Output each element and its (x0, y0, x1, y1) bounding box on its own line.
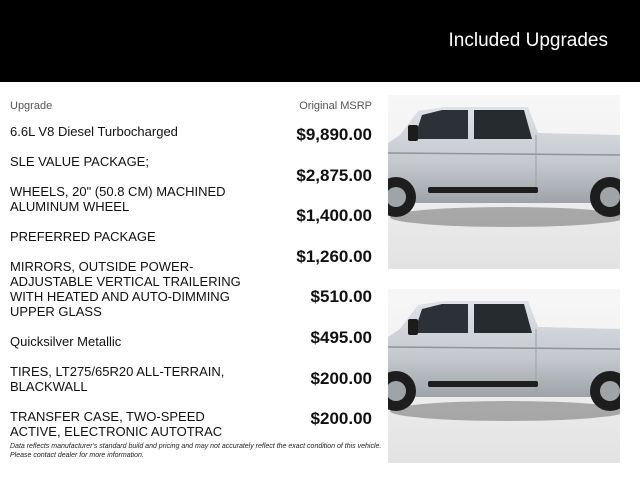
upgrade-name: PREFERRED PACKAGE (10, 229, 156, 244)
upgrade-name: Quicksilver Metallic (10, 334, 122, 349)
truck-photo (388, 289, 620, 463)
upgrade-price: $1,400.00 (296, 206, 372, 226)
upgrade-name: MIRRORS, OUTSIDE POWER-ADJUSTABLE VERTICAL TRAILERING WITH HEATED AND AUTO-DIMMING UPPER GLASS (10, 259, 241, 319)
upgrade-price: $495.00 (310, 327, 372, 347)
truck-photo (388, 95, 620, 269)
upgrade-column-header: Upgrade (10, 100, 53, 112)
upgrade-price: $200.00 (310, 368, 372, 388)
msrp-column-header: Original MSRP (299, 100, 372, 112)
header-bar (0, 0, 640, 82)
upgrade-list (10, 124, 242, 454)
upgrade-price: $510.00 (310, 287, 372, 307)
disclaimer-text: Data reflects manufacturer's standard build and pricing and may not accurately reflect the exact condition of this vehicle. Please contact dealer for more information. (10, 443, 382, 459)
upgrade-name: TRANSFER CASE, TWO-SPEED ACTIVE, ELECTRONIC AUTOTRAC (10, 409, 223, 439)
price-list (252, 125, 372, 450)
upgrade-price: $2,875.00 (296, 165, 372, 185)
upgrade-name: WHEELS, 20" (50.8 CM) MACHINED ALUMINUM WHEEL (10, 184, 226, 214)
upgrade-name: SLE VALUE PACKAGE; (10, 154, 149, 169)
upgrade-price: $9,890.00 (296, 125, 372, 144)
upgrade-name: 6.6L V8 Diesel Turbocharged (10, 124, 178, 139)
upgrade-price: $200.00 (310, 409, 372, 429)
upgrade-price: $1,260.00 (296, 246, 372, 266)
upgrade-name: TIRES, LT275/65R20 ALL-TERRAIN, BLACKWALL (10, 364, 225, 394)
page-title: Included Upgrades (448, 30, 608, 51)
